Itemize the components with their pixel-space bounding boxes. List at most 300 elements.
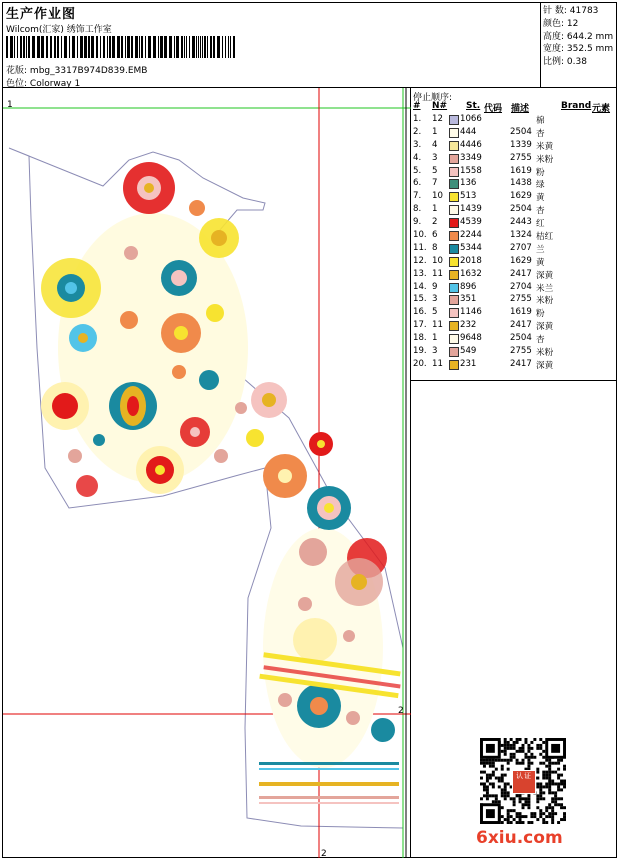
qr-module — [539, 744, 542, 747]
flower-red-mid — [180, 417, 210, 447]
colorway-label: 色位: — [6, 79, 28, 89]
qr-module — [545, 774, 548, 777]
stop-table-row — [412, 282, 617, 295]
qr-module — [492, 800, 495, 803]
qr-module — [548, 759, 551, 762]
row-index: 8. — [413, 204, 422, 215]
qr-module — [519, 821, 522, 824]
row-code: 2755 — [510, 346, 532, 357]
qr-module — [480, 777, 483, 780]
qr-module — [486, 794, 489, 797]
qr-module — [563, 806, 566, 809]
stop-table-row — [412, 191, 617, 204]
qr-module — [486, 762, 489, 765]
barcode-bar — [158, 36, 159, 58]
barcode-bar — [202, 36, 203, 58]
qr-module — [519, 747, 522, 750]
qr-module — [524, 741, 527, 744]
qr-module — [501, 765, 504, 768]
qr-module — [486, 759, 489, 762]
qr-module — [486, 744, 495, 753]
qr-module — [551, 744, 560, 753]
qr-module — [527, 744, 530, 747]
barcode-bar — [213, 36, 215, 58]
stat-value: 0.38 — [566, 57, 587, 68]
barcode-bar — [148, 36, 151, 58]
row-desc: 深黄 — [536, 322, 554, 333]
stop-table-rows — [412, 114, 617, 372]
barcode-bar — [127, 36, 130, 58]
qr-module — [548, 782, 551, 785]
stat-label: 比例: — [543, 57, 565, 68]
qr-module — [545, 759, 548, 762]
color-swatch — [449, 334, 459, 344]
barcode-bar — [139, 36, 140, 58]
stat-row — [543, 5, 613, 18]
qr-module — [542, 756, 545, 759]
qr-module — [486, 809, 495, 818]
qr-module — [557, 803, 560, 806]
row-needle: 3 — [432, 294, 438, 305]
qr-module — [486, 788, 489, 791]
qr-module — [522, 747, 525, 750]
row-desc: 深黄 — [536, 360, 554, 371]
qr-module — [530, 812, 533, 815]
row-needle: 8 — [432, 242, 438, 253]
qr-module — [563, 782, 566, 785]
flower-red-small — [309, 432, 333, 456]
flower-red-left — [41, 382, 89, 430]
design-label: 花版: — [6, 66, 28, 76]
row-index: 12. — [413, 255, 427, 266]
qr-module — [554, 791, 557, 794]
qr-module — [524, 738, 527, 741]
qr-module — [530, 747, 533, 750]
qr-module — [501, 780, 504, 783]
qr-module — [504, 782, 507, 785]
qr-module — [522, 744, 525, 747]
qr-module — [560, 780, 563, 783]
qr-module — [501, 777, 504, 780]
barcode-bar — [121, 36, 123, 58]
qr-module — [513, 744, 516, 747]
qr-module — [533, 812, 536, 815]
qr-module — [495, 777, 498, 780]
row-desc: 棉 — [536, 116, 545, 126]
barcode-bar — [69, 36, 70, 58]
qr-module — [530, 753, 533, 756]
qr-module — [563, 780, 566, 783]
row-stitches: 896 — [460, 281, 477, 292]
barcode-bar — [210, 36, 212, 58]
barcode-bar — [50, 36, 52, 58]
qr-module — [548, 774, 551, 777]
barcode-bar — [23, 36, 25, 58]
barcode-bar — [41, 36, 44, 58]
stop-table-row — [412, 359, 617, 372]
qr-module — [507, 809, 510, 812]
qr-module — [536, 797, 539, 800]
flower-teal — [161, 260, 197, 296]
stat-label: 宽度: — [543, 44, 565, 55]
barcode-bar — [186, 36, 187, 58]
qr-module — [560, 782, 563, 785]
flower-butterfly — [199, 218, 239, 258]
row-stitches: 444 — [460, 126, 477, 137]
barcode-bar — [192, 36, 195, 58]
color-swatch — [449, 231, 459, 241]
qr-module — [522, 797, 525, 800]
qr-module — [527, 803, 530, 806]
qr-module — [501, 759, 504, 762]
qr-module — [524, 803, 527, 806]
qr-module — [510, 747, 513, 750]
qr-module — [563, 812, 566, 815]
color-swatch — [449, 141, 459, 151]
row-index: 15. — [413, 294, 427, 305]
stop-table-row — [412, 217, 617, 230]
barcode-bar — [10, 36, 13, 58]
qr-module — [504, 797, 507, 800]
row-stitches: 1558 — [460, 165, 482, 176]
qr-module — [530, 756, 533, 759]
barcode-bar — [181, 36, 183, 58]
row-stitches: 2018 — [460, 255, 482, 266]
qr-module — [516, 759, 519, 762]
qr-module — [548, 777, 551, 780]
qr-module — [504, 791, 507, 794]
qr-module — [495, 759, 498, 762]
barcode-bar — [20, 36, 22, 58]
qr-module — [489, 762, 492, 765]
row-index: 9. — [413, 217, 422, 228]
row-index: 14. — [413, 281, 427, 292]
stop-table-row — [412, 256, 617, 269]
qr-module — [536, 777, 539, 780]
qr-module — [507, 744, 510, 747]
barcode — [6, 36, 236, 58]
row-needle: 1 — [432, 126, 438, 137]
qr-module — [542, 774, 545, 777]
qr-module — [551, 780, 554, 783]
qr-module — [542, 785, 545, 788]
qr-module — [483, 782, 486, 785]
qr-module — [492, 785, 495, 788]
qr-module — [560, 759, 563, 762]
row-needle: 4 — [432, 139, 438, 150]
qr-module — [539, 791, 542, 794]
row-code: 1324 — [510, 230, 532, 241]
qr-module — [530, 762, 533, 765]
stat-row — [543, 31, 613, 44]
col-element: 元素 — [592, 104, 611, 114]
qr-module — [533, 756, 536, 759]
qr-module — [542, 812, 545, 815]
color-swatch — [449, 360, 459, 370]
barcode-bar — [84, 36, 87, 58]
qr-module — [489, 777, 492, 780]
color-swatch — [449, 321, 459, 331]
qr-module — [542, 818, 545, 821]
row-needle: 1 — [432, 204, 438, 215]
qr-module — [551, 762, 554, 765]
qr-module — [513, 753, 516, 756]
qr-module — [519, 812, 522, 815]
qr-module — [560, 818, 563, 821]
qr-module — [492, 762, 495, 765]
barcode-bar — [103, 36, 105, 58]
qr-module — [539, 815, 542, 818]
row-stitches: 1632 — [460, 268, 482, 279]
barcode-bar — [26, 36, 27, 58]
stop-table-row — [412, 114, 617, 127]
stop-table-row — [412, 140, 617, 153]
qr-module — [504, 794, 507, 797]
qr-module — [557, 777, 560, 780]
barcode-bar — [91, 36, 94, 58]
qr-center-stamp — [512, 770, 536, 794]
design-file-value: mbg_3317B974D839.EMB — [29, 66, 148, 76]
barcode-bar — [196, 36, 197, 58]
barcode-bar — [77, 36, 78, 58]
color-swatch — [449, 154, 459, 164]
qr-module — [551, 812, 554, 815]
stop-table-row — [412, 346, 617, 359]
row-stitches: 231 — [460, 358, 477, 369]
row-code: 2704 — [510, 281, 532, 292]
barcode-bar — [135, 36, 138, 58]
qr-module — [501, 791, 504, 794]
row-index: 3. — [413, 139, 422, 150]
qr-module — [551, 818, 554, 821]
row-desc: 米粉 — [536, 296, 554, 307]
qr-module — [548, 806, 551, 809]
qr-module — [489, 759, 492, 762]
qr-module — [554, 803, 557, 806]
qr-module — [527, 794, 530, 797]
row-code: 1629 — [510, 191, 532, 202]
row-needle: 10 — [432, 191, 443, 202]
qr-module — [545, 765, 548, 768]
color-swatch — [449, 270, 459, 280]
qr-module — [519, 800, 522, 803]
row-needle: 2 — [432, 217, 438, 228]
qr-module — [501, 750, 504, 753]
color-swatch — [449, 128, 459, 138]
stat-label: 颜色: — [543, 18, 565, 29]
qr-module — [542, 741, 545, 744]
barcode-bar — [174, 36, 175, 58]
red-marker-right: 2 — [398, 706, 404, 716]
stat-label: 针 数: — [543, 6, 567, 16]
qr-module — [483, 762, 486, 765]
stat-value: 644.2 mm — [566, 31, 614, 42]
color-swatch — [449, 192, 459, 202]
qr-module — [557, 774, 560, 777]
barcode-bar — [6, 36, 8, 58]
qr-module — [554, 812, 557, 815]
qr-module — [519, 815, 522, 818]
qr-module — [545, 815, 548, 818]
flower-orange-large — [263, 454, 307, 498]
qr-module — [557, 762, 560, 765]
stop-table-row — [412, 204, 617, 217]
qr-module — [522, 759, 525, 762]
qr-module — [480, 759, 483, 762]
barcode-bar — [64, 36, 67, 58]
color-swatch — [449, 179, 459, 189]
barcode-bar — [184, 36, 185, 58]
qr-module — [548, 803, 551, 806]
qr-module — [504, 818, 507, 821]
qr-module — [504, 744, 507, 747]
qr-module — [548, 812, 551, 815]
row-desc: 粉 — [536, 167, 545, 178]
qr-module — [483, 788, 486, 791]
qr-module — [507, 821, 510, 824]
qr-module — [557, 782, 560, 785]
row-code: 1619 — [510, 307, 532, 318]
row-index: 4. — [413, 152, 422, 163]
barcode-bar — [200, 36, 201, 58]
row-code: 2417 — [510, 268, 532, 279]
qr-module — [516, 750, 519, 753]
qr-module — [504, 785, 507, 788]
row-code: 2504 — [510, 126, 532, 137]
stop-table-row — [412, 243, 617, 256]
qr-module — [545, 777, 548, 780]
row-stitches: 1146 — [460, 307, 482, 318]
qr-module — [519, 797, 522, 800]
qr-module — [510, 753, 513, 756]
barcode-bar — [28, 36, 30, 58]
qr-module — [539, 753, 542, 756]
row-desc: 粉 — [536, 309, 545, 320]
row-index: 5. — [413, 165, 422, 176]
qr-module — [527, 806, 530, 809]
row-code: 2504 — [510, 204, 532, 215]
qr-module — [551, 809, 554, 812]
barcode-bar — [217, 36, 220, 58]
qr-module — [539, 738, 542, 741]
flower-teal-right — [307, 486, 351, 530]
row-stitches: 5344 — [460, 242, 482, 253]
flower-red-center — [136, 446, 184, 494]
barcode-bar — [57, 36, 59, 58]
row-stitches: 232 — [460, 320, 477, 331]
qr-module — [513, 756, 516, 759]
row-stitches: 1066 — [460, 114, 482, 124]
row-needle: 3 — [432, 152, 438, 163]
row-stitches: 351 — [460, 294, 477, 305]
qr-module — [524, 756, 527, 759]
qr-module — [510, 744, 513, 747]
qr-module — [504, 738, 507, 741]
qr-module — [539, 797, 542, 800]
qr-module — [504, 747, 507, 750]
header-divider — [540, 2, 541, 87]
qr-module — [507, 768, 510, 771]
stop-sequence-title: 停止顺序: — [413, 93, 453, 103]
qr-module — [486, 780, 489, 783]
qr-module — [539, 747, 542, 750]
row-code: 2417 — [510, 358, 532, 369]
qr-module — [486, 785, 489, 788]
qr-module — [524, 815, 527, 818]
qr-module — [560, 806, 563, 809]
qr-module — [480, 782, 483, 785]
qr-module — [554, 794, 557, 797]
qr-module — [504, 788, 507, 791]
watermark: 6xiu.com — [476, 828, 563, 848]
qr-module — [551, 806, 554, 809]
row-desc: 杏 — [536, 128, 545, 139]
barcode-bar — [80, 36, 83, 58]
qr-module — [501, 744, 504, 747]
qr-module — [548, 780, 551, 783]
qr-module — [548, 788, 551, 791]
qr-module — [507, 791, 510, 794]
row-stitches: 513 — [460, 191, 477, 202]
qr-module — [483, 759, 486, 762]
qr-module — [498, 780, 501, 783]
stop-table-row — [412, 307, 617, 320]
qr-module — [536, 768, 539, 771]
barcode-bar — [207, 36, 208, 58]
qr-module — [536, 747, 539, 750]
qr-module — [557, 821, 560, 824]
qr-module — [504, 774, 507, 777]
qr-module — [545, 785, 548, 788]
qr-module — [527, 765, 530, 768]
qr-module — [557, 759, 560, 762]
qr-module — [551, 815, 554, 818]
qr-module — [557, 785, 560, 788]
qr-module — [486, 774, 489, 777]
row-desc: 杏 — [536, 335, 545, 346]
row-desc: 桔红 — [536, 232, 554, 243]
barcode-bar — [169, 36, 172, 58]
qr-module — [524, 753, 527, 756]
color-swatch — [449, 167, 459, 177]
barcode-bar — [141, 36, 143, 58]
color-swatch — [449, 244, 459, 254]
row-code: 1339 — [510, 139, 532, 150]
qr-module — [507, 747, 510, 750]
row-code: 1629 — [510, 255, 532, 266]
design-file — [6, 63, 147, 76]
row-index: 6. — [413, 178, 422, 189]
qr-module — [536, 800, 539, 803]
qr-module — [527, 750, 530, 753]
qr-module — [492, 774, 495, 777]
qr-module — [539, 762, 542, 765]
row-needle: 6 — [432, 230, 438, 241]
qr-module — [527, 800, 530, 803]
qr-module — [480, 771, 483, 774]
qr-module — [516, 815, 519, 818]
row-needle: 10 — [432, 255, 443, 266]
barcode-bar — [109, 36, 111, 58]
qr-module — [501, 815, 504, 818]
qr-module — [522, 821, 525, 824]
qr-module — [492, 782, 495, 785]
qr-module — [548, 815, 551, 818]
qr-module — [524, 797, 527, 800]
qr-module — [510, 821, 513, 824]
qr-module — [507, 818, 510, 821]
row-stitches: 4446 — [460, 139, 482, 150]
